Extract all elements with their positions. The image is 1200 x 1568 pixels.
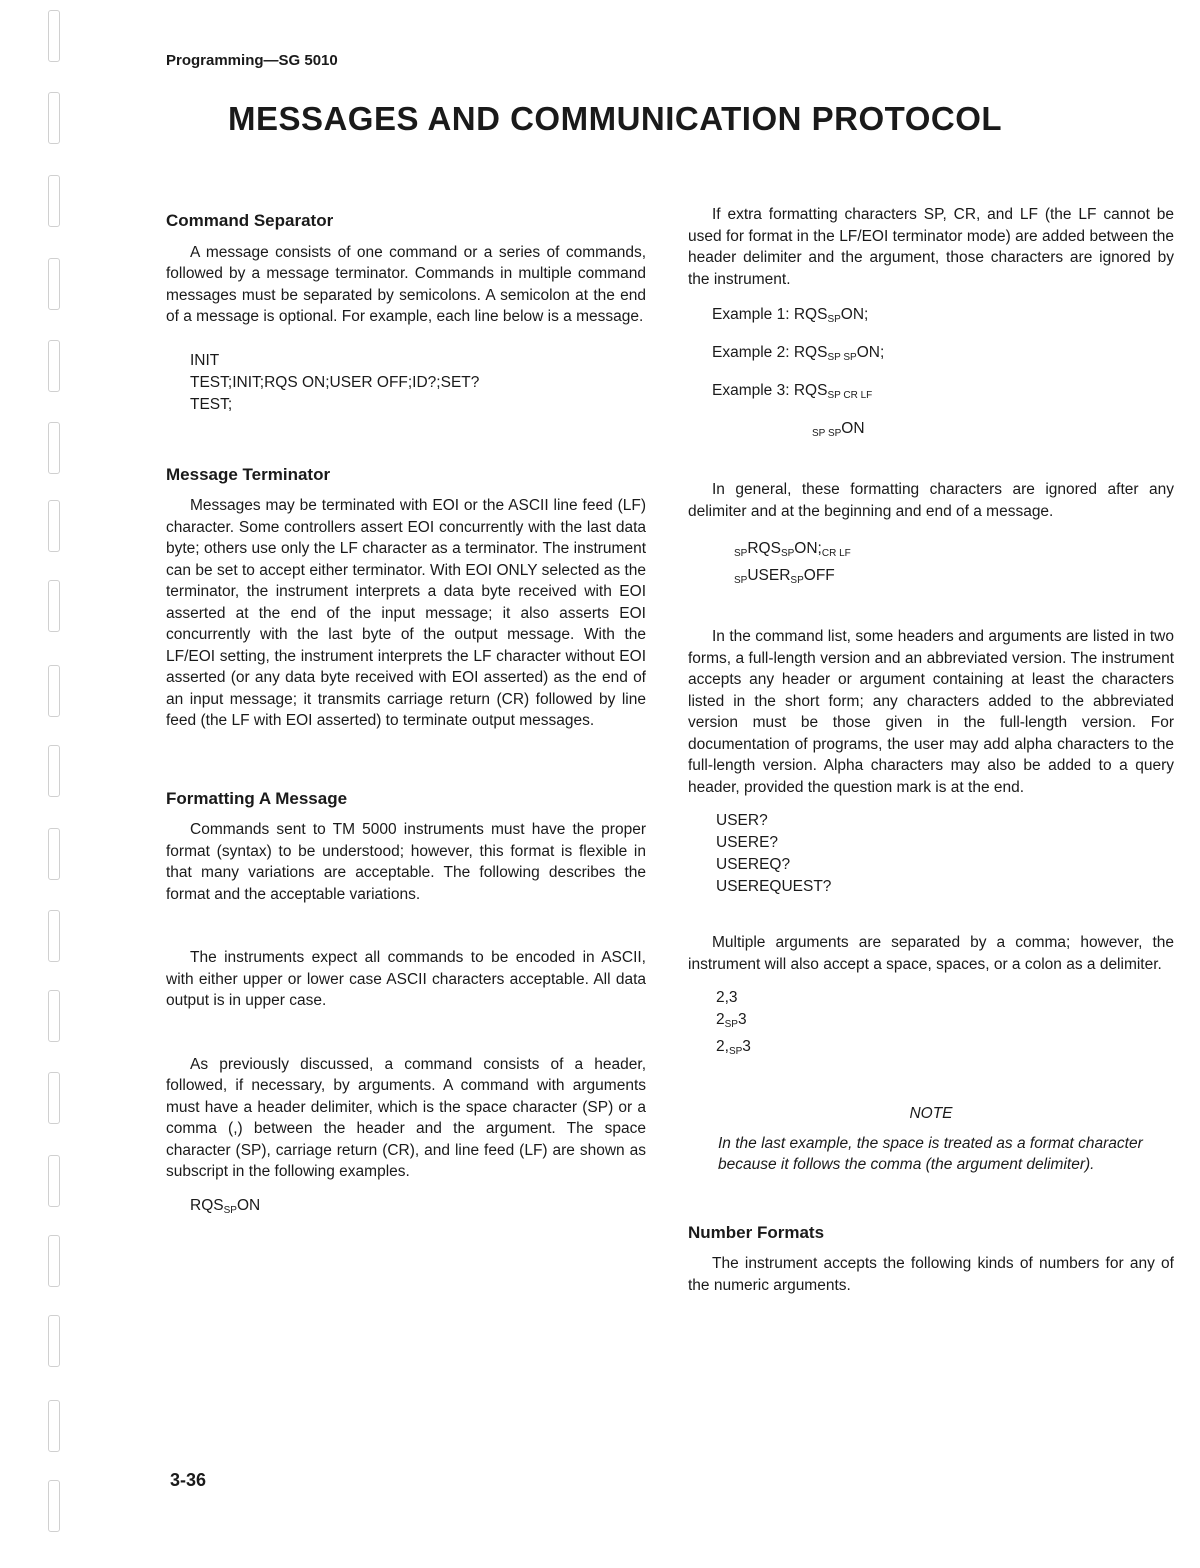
code-example-block [734,538,1174,592]
code-line: $2_{SP}3$ [716,1011,747,1030]
paragraph: Multiple arguments are separated by a comma; however, the instrument will also accept a space, spaces, or a colon as a delimiter. [688,934,1174,973]
section-formatting-message [166,788,646,1222]
paragraph: The instrument accepts the following kinds of numbers for any of the numeric arguments. [688,1255,1174,1294]
code-line: USERE? [716,834,779,851]
note-title: NOTE [909,1105,953,1122]
code-line: TEST; [190,395,233,413]
paragraph: As previously discussed, a command consists of a header, followed, if necessary, by arguments. A command with arguments must have a header delimiter, which is the space character (SP) or a comma (,) between the header and the argument. The space character (SP), carriage return (CR), and line feed (LF) are shown as subscript in the following examples. [166,1055,646,1180]
example-3: Example 3: $RQS_{SP CR LF}$ [712,382,873,401]
note-body: In the last example, the space is treated as a format character because it follows the comma (the argument delimiter). [718,1134,1143,1173]
paragraph: Messages may be terminated with EOI or the ASCII line feed (LF) character. Some controllers assert EOI concurrently with the last data byte; others use only the LF character as a terminator. The instrument can be set to accept either terminator. With EOI ONLY selected as the terminator, the instrument interprets a data byte received with EOI asserted at the end of the input message; it also asserts EOI concurrently with the last byte of the output message. With the LF/EOI setting, the instrument interprets the LF character without EOI asserted (or any data byte received with EOI asserted) as the end of an input message; it transmits carriage return (CR) followed by line feed (the LF with EOI asserted) to terminate output messages. [166,497,646,729]
code-example: $RQS_{SP}ON$ [190,1196,261,1216]
code-line: USEREQ? [716,856,791,873]
example-2: Example 2: $RQS_{SP SP}ON$; [712,344,885,363]
code-example-block [190,350,646,416]
code-line: $_{SP}USER_{SP}OFF$ [734,567,835,586]
paragraph: A message consists of one command or a series of commands, followed by a message terminator. Commands in multiple command messages must be separated by semicolons. A semicolon at the end of a message is optional. For example, each line below is a message. [166,243,646,325]
code-line: 2,3 [716,989,738,1006]
format-examples [712,304,1174,445]
example-3-continued: $_{SP SP}$ON [812,420,865,439]
paragraph: The instruments expect all commands to be encoded in ASCII, with either upper or lower case ASCII characters acceptable. All data output is in upper case. [166,949,646,1009]
code-line: $2,_{SP}3$ [716,1038,751,1057]
code-line: TEST;INIT;RQS ON;USER OFF;ID?;SET? [190,373,480,391]
page-title: MESSAGES AND COMMUNICATION PROTOCOL [227,100,1003,137]
paragraph: Commands sent to TM 5000 instruments must have the proper format (syntax) to be understood; however, this format is flexible in that many variations are acceptable. The following describes the format and the acceptable variations. [166,821,646,903]
running-head: Programming—SG 5010 [166,52,338,69]
heading-command-separator: Command Separator [166,211,334,230]
section-message-terminator [166,464,646,732]
section-command-separator [166,210,646,416]
code-example-block [716,810,1174,898]
binder-holes [34,0,74,1568]
note [688,1103,1174,1176]
code-line: INIT [190,351,220,369]
paragraph: In the command list, some headers and arguments are listed in two forms, a full-length version and an abbreviated version. The instrument accepts any header or argument containing at least the characters listed in the short form; any characters added to the abbreviated version must be those given in the full-length version. For documentation of programs, the user may add alpha characters to the full-length version. Alpha characters may also be added to a query header, provided the question mark is at the end. [688,628,1174,796]
page-number: 3-36 [170,1470,207,1490]
paragraph: In general, these formatting characters are ignored after any delimiter and at the beginning and end of a message. [688,481,1174,520]
example-1: Example 1: $RQS_{SP}ON$; [712,306,869,325]
heading-formatting: Formatting A Message [166,788,348,808]
paragraph: If extra formatting characters SP, CR, and LF (the LF cannot be used for format in the LF/EOI terminator mode) are added between the header delimiter and the argument, those characters are ignored by the instrument. [688,206,1174,288]
heading-number-formats: Number Formats [688,1222,825,1242]
code-example-block [716,987,1174,1063]
code-line: $_{SP}RQS_{SP}ON;_{CR LF}$ [734,540,851,559]
code-line: USER? [716,812,768,829]
right-column [688,204,1174,1296]
heading-message-terminator: Message Terminator [166,464,331,484]
code-line: USEREQUEST? [716,878,832,895]
left-column [166,210,646,1222]
